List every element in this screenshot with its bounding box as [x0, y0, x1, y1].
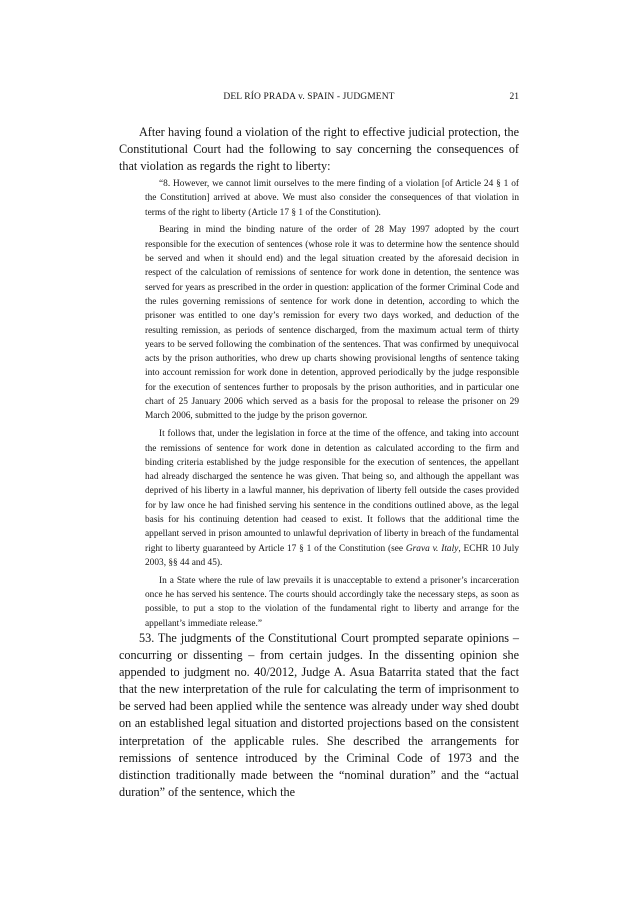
block-quote	[145, 177, 519, 631]
quote-paragraph-3-end: , ECHR 10 July 2003, §§ 44 and 45).	[145, 543, 519, 568]
document-page	[119, 0, 519, 903]
quote-paragraph-4: In a State where the rule of law prevails it is unacceptable to extend a prisoner’s incarceration once he has served his sentence. The courts should accordingly take the necessary steps, as soon as possible, to put a stop to the violation of the fundamental right to liberty and arrange for the appellant’s immediate release.”	[145, 575, 519, 629]
case-citation: Grava v. Italy	[405, 543, 459, 554]
quote-paragraph-1: “8. However, we cannot limit ourselves to the mere finding of a violation [of Article 24 § 1 of the Constitution] arrived at above. We must also consider the consequences of that violation in terms of the right to liberty (Article 17 § 1 of the Constitution).	[145, 179, 519, 218]
intro-paragraph: After having found a violation of the right to effective judicial protection, the Constitutional Court had the following to say concerning the consequences of that violation as regards the right to liberty:	[119, 125, 519, 174]
paragraph-53: 53. The judgments of the Constitutional Court prompted separate opinions – concurring or dissenting – from certain judges. In the dissenting opinion she appended to judgment no. 40/2012, Judge A. Asua Batarrita stated that the fact that the new interpretation of the rule for calculating the term of imprisonment to be served had been applied while the sentence was already under way shed doubt on an established legal situation and distorted projections based on the consistent interpretation of the applicable rules. She described the arrangements for remissions of sentence introduced by the Criminal Code of 1973 and the distinction traditionally made between the “nominal duration” and the “actual duration” of the sentence, which the	[119, 631, 519, 799]
running-title: DEL RÍO PRADA v. SPAIN - JUDGMENT	[223, 92, 395, 102]
quote-paragraph-3-text: It follows that, under the legislation in force at the time of the offence, and taking into account the remissions of sentence for work done in detention as calculated according to the firm and binding criteria established by the judge responsible for the execution of sentences, the appellant had already discharged the sentence he was given. That being so, and although the appellant was deprived of his liberty in a lawful manner, his deprivation of liberty fell outside the cases provided for by law once he had finished serving his sentence in the conditions outlined above, as the legal basis for his continuing detention had ceased to exist. It follows that the additional time the appellant served in prison amounted to unlawful deprivation of liberty in breach of the fundamental right to liberty guaranteed by Article 17 § 1 of the Constitution (see	[145, 429, 519, 554]
page-number: 21	[509, 92, 519, 102]
running-header	[119, 90, 519, 104]
quote-paragraph-2: Bearing in mind the binding nature of the order of 28 May 1997 adopted by the court responsible for the execution of sentences (whose role it was to determine how the sentence should be served and when it should end) and the legal situation created by the aforesaid decision in respect of the calculation of remissions of sentence for work done in detention, the sentence was served for years as prescribed in the order in question: application of the former Criminal Code and the rules governing remissions of sentence for work done in detention, according to which the prisoner was entitled to one day’s remission for every two days worked, and deduction of the resulting remission, as periods of sentence discharged, from the maximum actual term of thirty years to be served following the combination of the sentences. That was confirmed by unequivocal acts by the prison authorities, who drew up charts showing provisional lengths of sentence taking into account remission for work done in detention, approved periodically by the judge responsible for the execution of sentences further to proposals by the prison authorities, and in particular one chart of 25 January 2006 which served as a basis for the proposal to release the prisoner on 29 March 2006, submitted to the judge by the prison governor.	[145, 225, 519, 422]
quote-paragraph-3	[145, 427, 519, 570]
